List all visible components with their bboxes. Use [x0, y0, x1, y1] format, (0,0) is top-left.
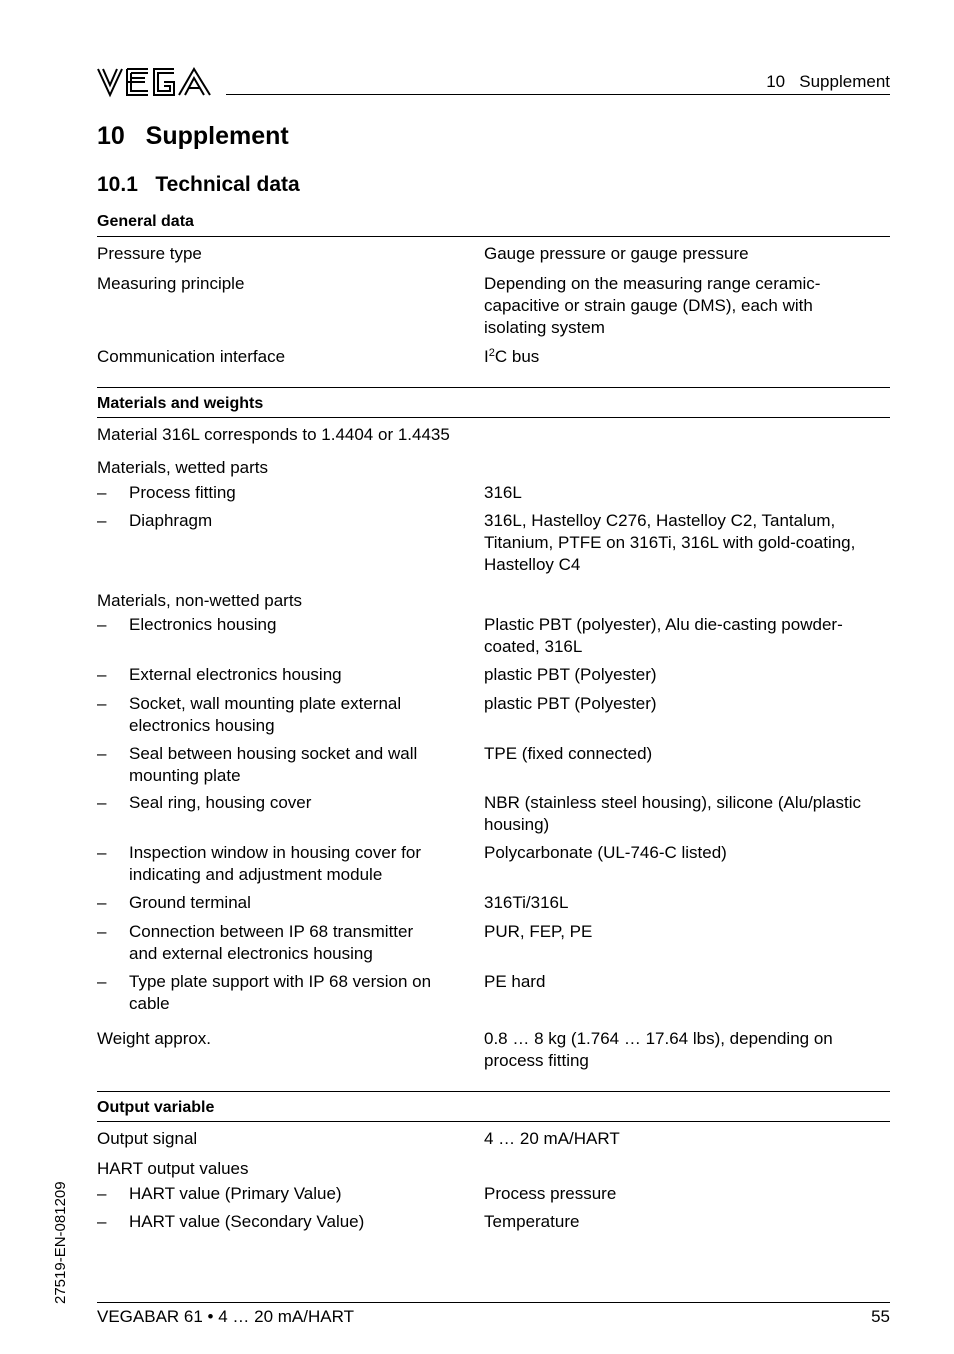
- material-note: Material 316L corresponds to 1.4404 or 1.4435: [97, 425, 450, 444]
- seal-ring-label: Seal ring, housing cover: [129, 793, 312, 812]
- section-rule: [97, 387, 890, 388]
- hart-output-label: HART output values: [97, 1159, 249, 1178]
- non-wetted-parts-label: Materials, non-wetted parts: [97, 591, 303, 610]
- list-dash: –: [97, 744, 107, 763]
- header-section-label: 10 Supplement: [766, 72, 890, 91]
- seal-value: TPE (fixed connected): [484, 744, 653, 763]
- footer-product: VEGABAR 61 • 4 … 20 mA/HART: [97, 1307, 354, 1326]
- communication-interface-label: Communication interface: [97, 347, 286, 366]
- inspection-window-value: Polycarbonate (UL-746-C listed): [484, 843, 727, 862]
- ground-terminal-value: 316Ti/316L: [484, 893, 569, 912]
- section-rule: [97, 1091, 890, 1092]
- output-variable-heading: Output variable: [97, 1099, 215, 1116]
- type-plate-label: Type plate support with IP 68 version on cable: [129, 972, 432, 1013]
- list-dash: –: [97, 1212, 107, 1231]
- ground-terminal-label: Ground terminal: [129, 893, 251, 912]
- measuring-principle-label: Measuring principle: [97, 274, 245, 293]
- list-dash: –: [97, 893, 107, 912]
- output-signal-label: Output signal: [97, 1129, 198, 1148]
- section-title: 10.1 Technical data: [97, 173, 300, 196]
- measuring-principle-value: Depending on the measuring range ceramic- capacitive or strain gauge (DMS), each with isolating system: [484, 274, 821, 337]
- diaphragm-label: Diaphragm: [129, 511, 213, 530]
- seal-label: Seal between housing socket and wall mounting plate: [129, 744, 418, 785]
- hart-secondary-value: Temperature: [484, 1212, 580, 1231]
- electronics-housing-value: Plastic PBT (polyester), Alu die-casting powder- coated, 316L: [484, 615, 843, 656]
- section-rule: [97, 417, 890, 418]
- list-dash: –: [97, 1184, 107, 1203]
- weight-value: 0.8 … 8 kg (1.764 … 17.64 lbs), depending on process fitting: [484, 1029, 833, 1070]
- communication-interface-value: $I^2C$ bus: [484, 347, 540, 366]
- output-signal-value: 4 … 20 mA/HART: [484, 1129, 620, 1148]
- wetted-parts-label: Materials, wetted parts: [97, 458, 269, 477]
- list-dash: –: [97, 665, 107, 684]
- vega-logo: [96, 66, 214, 98]
- list-dash: –: [97, 615, 107, 634]
- list-dash: –: [97, 511, 107, 530]
- list-dash: –: [97, 843, 107, 862]
- weight-label: Weight approx.: [97, 1029, 212, 1048]
- header-rule: [226, 94, 890, 95]
- general-data-heading: General data: [97, 213, 194, 230]
- type-plate-value: PE hard: [484, 972, 546, 991]
- page-number: 55: [871, 1307, 890, 1326]
- list-dash: –: [97, 972, 107, 991]
- external-housing-label: External electronics housing: [129, 665, 342, 684]
- hart-secondary-label: HART value (Secondary Value): [129, 1212, 365, 1231]
- chapter-title: 10 Supplement: [97, 122, 289, 150]
- section-rule: [97, 1121, 890, 1122]
- electronics-housing-label: Electronics housing: [129, 615, 277, 634]
- hart-primary-value: Process pressure: [484, 1184, 617, 1203]
- materials-heading: Materials and weights: [97, 395, 264, 412]
- process-fitting-label: Process fitting: [129, 483, 236, 502]
- inspection-window-label: Inspection window in housing cover for indicating and adjustment module: [129, 843, 421, 884]
- footer-rule: [97, 1302, 890, 1303]
- pressure-type-label: Pressure type: [97, 244, 202, 263]
- seal-ring-value: NBR (stainless steel housing), silicone (Alu/plastic housing): [484, 793, 861, 834]
- hart-primary-label: HART value (Primary Value): [129, 1184, 342, 1203]
- external-housing-value: plastic PBT (Polyester): [484, 665, 657, 684]
- process-fitting-value: 316L: [484, 483, 522, 502]
- list-dash: –: [97, 922, 107, 941]
- diaphragm-value: 316L, Hastelloy C276, Hastelloy C2, Tantalum, Titanium, PTFE on 316Ti, 316L with gold-coating, Hastelloy C4: [484, 511, 856, 574]
- section-rule: [97, 236, 890, 237]
- connection-label: Connection between IP 68 transmitter and external electronics housing: [129, 922, 414, 963]
- list-dash: –: [97, 483, 107, 502]
- socket-label: Socket, wall mounting plate external electronics housing: [129, 694, 402, 735]
- pressure-type-value: Gauge pressure or gauge pressure: [484, 244, 749, 263]
- list-dash: –: [97, 793, 107, 812]
- socket-value: plastic PBT (Polyester): [484, 694, 657, 713]
- document-code: 27519-EN-081209: [52, 1181, 69, 1304]
- connection-value: PUR, FEP, PE: [484, 922, 593, 941]
- list-dash: –: [97, 694, 107, 713]
